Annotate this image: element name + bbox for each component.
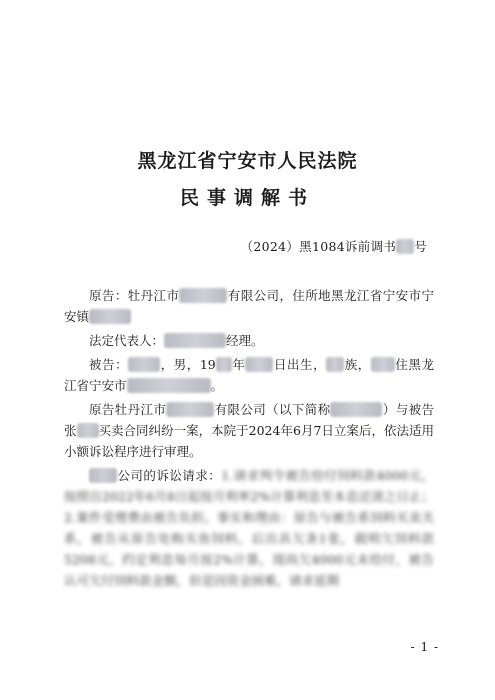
page-number: - 1 - <box>410 640 439 654</box>
claim-paragraph <box>64 465 434 591</box>
redaction-box <box>89 309 131 324</box>
case-number-text: （2024）黑1084诉前调书 <box>240 239 397 254</box>
redaction-box <box>396 239 414 254</box>
redaction-box <box>326 357 344 372</box>
redaction-box <box>128 357 160 372</box>
court-title: 黑龙江省宁安市人民法院 <box>137 150 358 172</box>
redaction-box <box>371 357 395 372</box>
document-body <box>64 285 434 594</box>
case-intro-part4: 买卖合同纠纷一案，本院于2024年6月7日立案后，依法适用小额诉讼程序进行审理。 <box>64 423 434 459</box>
case-intro-part2: 有限公司（以下简称 <box>214 402 331 417</box>
redaction-box <box>179 288 227 303</box>
legal-rep-prefix: 法定代表人： <box>89 333 165 348</box>
redaction-box <box>166 402 214 417</box>
defendant-prefix: 被告： <box>89 357 129 372</box>
redaction-box <box>164 333 226 348</box>
redaction-box <box>89 468 117 483</box>
defendant-birth-end: 日出生， <box>273 357 327 372</box>
defendant-birth-mid: 年 <box>231 357 246 372</box>
case-number <box>241 237 427 255</box>
redaction-box <box>77 423 99 438</box>
plaintiff-paragraph <box>64 285 434 327</box>
redaction-box <box>245 357 273 372</box>
claim-heading: 公司的诉讼请求： <box>117 468 222 483</box>
redaction-box <box>216 357 232 372</box>
plaintiff-suffix: 有限公司，住所地黑龙江省宁安市宁安镇 <box>64 288 434 324</box>
legal-rep-paragraph <box>64 330 434 351</box>
case-intro-part3: ）与被告张 <box>64 402 434 438</box>
case-intro-paragraph <box>64 399 434 462</box>
case-intro-part1: 原告牡丹江市 <box>89 402 167 417</box>
defendant-address-suffix: 。 <box>210 378 224 393</box>
legal-rep-suffix: 经理。 <box>226 333 264 348</box>
plaintiff-prefix: 原告：牡丹江市 <box>89 288 180 303</box>
case-number-suffix: 号 <box>414 239 427 254</box>
defendant-address-prefix: 住黑龙江省宁安市 <box>64 357 434 393</box>
redaction-box <box>330 402 382 417</box>
defendant-paragraph <box>64 354 434 396</box>
document-title: 民事调解书 <box>179 187 315 209</box>
blurred-claim-text: 1.请求判令被告给付饲料款4000元，按照自2022年6月8日起按月利率2%计算利息至本息还清之日止；2.案件受理费由被告负担。事实和理由：原告与被告系饲料买卖关系，被告从原告处购买鱼饲料，后出具欠条1张，载明欠饲料款5208元，约定利息每月按2%计算，现尚欠4000元未给付，被告认可欠付饲料款金额，但是因资金困难，请求延期 <box>64 468 434 588</box>
defendant-ethnicity: 族， <box>344 357 371 372</box>
redaction-box <box>127 378 211 393</box>
defendant-gender: ，男，19 <box>160 357 216 372</box>
